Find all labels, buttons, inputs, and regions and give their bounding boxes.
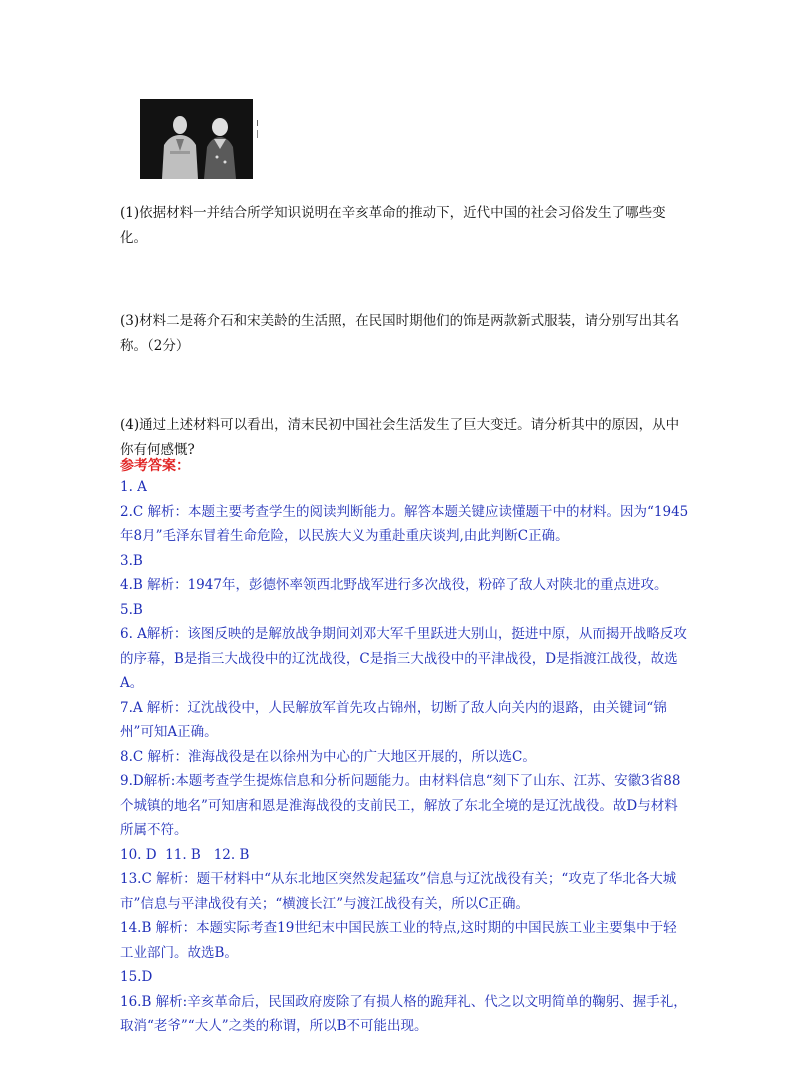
answer-item: 1. A [120,479,147,495]
answer-item: 4.B 解析：1947年，彭德怀率领西北野战军进行多次战役，粉碎了敌人对陕北的重点进攻。 [120,577,668,593]
answer-key-title: 参考答案： [120,458,190,474]
answer-item: 6. A解析：该图反映的是解放战争期间刘邓大军千里跃进大别山，挺进中原，从而揭开战略反攻的序幕，B是指三大战役中的辽沈战役，C是指三大战役中的平津战役，D是指渡江战役，故选A。 [120,626,687,691]
photo-chiang-and-soong [140,99,253,179]
question-1: (1)依据材料一并结合所学知识说明在辛亥革命的推动下，近代中国的社会习俗发生了哪些变化。 [120,205,666,246]
answer-item: 15.D [120,969,153,985]
answer-item: 3.B [120,552,143,569]
photo-illustration [140,99,253,179]
answer-item: 16.B 解析:辛亥革命后，民国政府废除了有损人格的跪拜礼、代之以文明简单的鞠躬、握手礼，取消“老爷”“大人”之类的称谓，所以B不可能出现。 [120,993,687,1034]
answer-item: 10. D 11. B 12. B [120,846,250,863]
answer-item: 2.C 解析：本题主要考查学生的阅读判断能力。解答本题关键应读懂题干中的材料。因为“1945年8月”毛泽东冒着生命危险，以民族大义为重赴重庆谈判,由此判断C正确。 [120,503,689,544]
answer-list [120,475,690,1039]
photo-edge-mark [256,118,262,148]
question-3: (3)材料二是蒋介石和宋美龄的生活照，在民国时期他们的饰是两款新式服装，请分别写出其名称。（2分） [120,313,680,354]
question-4: (4)通过上述材料可以看出，清末民初中国社会生活发生了巨大变迁。请分析其中的原因，从中你有何感慨? [120,417,680,458]
answer-item: 7.A 解析：辽沈战役中，人民解放军首先攻占锦州，切断了敌人向关内的退路，由关键词“锦州”可知A正确。 [120,699,667,740]
answer-item: 5.B [120,601,143,618]
answer-item: 8.C 解析：淮海战役是在以徐州为中心的广大地区开展的，所以选C。 [120,748,536,765]
answer-item: 13.C 解析：题干材料中“从东北地区突然发起猛攻”信息与辽沈战役有关；“攻克了华北各大城市”信息与平津战役有关；“横渡长江”与渡江战役有关，所以C正确。 [120,871,677,912]
answer-item: 14.B 解析：本题实际考查19世纪末中国民族工业的特点,这时期的中国民族工业主要集中于轻工业部门。故选B。 [120,920,677,961]
answer-item: 9.D解析:本题考查学生提炼信息和分析问题能力。由材料信息“刻下了山东、江苏、安徽3省88个城镇的地名”可知唐和恩是淮海战役的支前民工，解放了东北全境的是辽沈战役。故D与材料所属不符。 [120,773,681,838]
